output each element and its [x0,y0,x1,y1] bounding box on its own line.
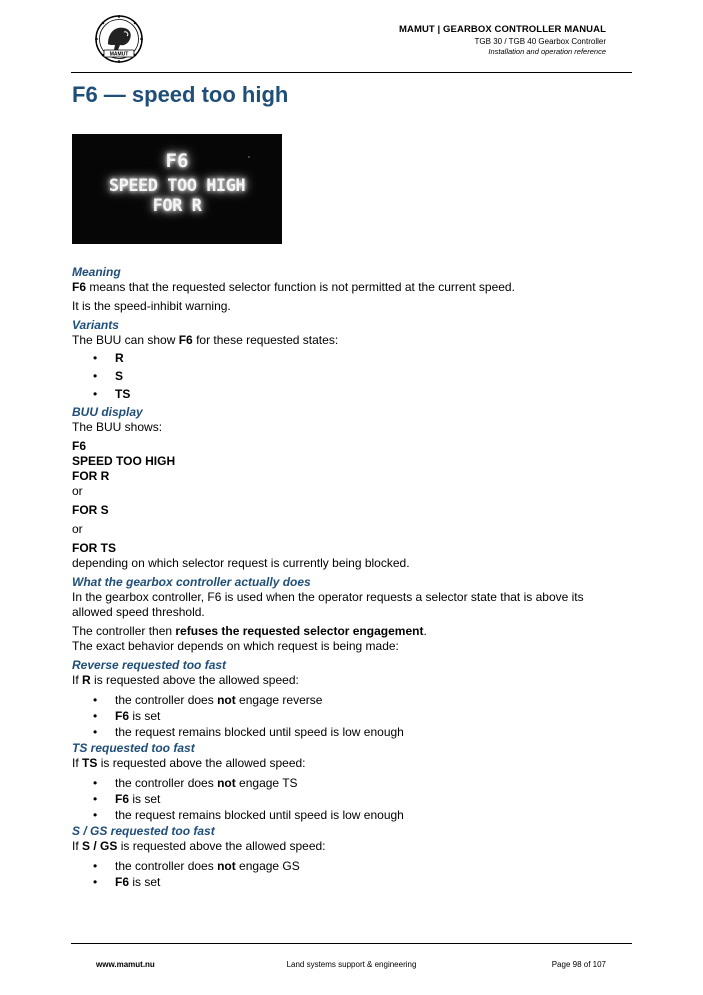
reverse-b2-b: is set [129,709,161,723]
buu-or-2: or [72,522,83,536]
reverse-list [72,693,612,740]
variants-intro-a: The BUU can show [72,333,179,347]
section-heading-reverse: Reverse requested too fast [72,658,227,672]
meaning-text: means that the requested selector function is not permitted at the current speed. [86,280,515,294]
ts-intro-b: TS [82,756,98,770]
list-item [72,693,612,708]
reverse-b1-c: engage reverse [235,693,323,707]
variants-intro-code: F6 [178,333,193,347]
buu-display-photo [72,134,282,244]
buu-line-code-text: F6 [72,439,87,453]
reverse-intro-c: is requested above the allowed speed: [90,673,299,687]
sgs-intro-c: is requested above the allowed speed: [117,839,326,853]
list-item [72,792,612,807]
buu-line-for-ts [72,541,612,556]
header-info [399,24,606,56]
controller-p2-a: The controller then [72,624,176,638]
buu-line-message-text: SPEED TOO HIGH [72,454,176,468]
buu-line-for-ts-text: FOR TS [72,541,116,555]
footer-center-text: Land systems support & engineering [286,960,417,969]
section-heading-controller: What the gearbox controller actually does [72,575,311,589]
manual-subtitle-italic: Installation and operation reference [488,47,606,56]
ts-b1-c: engage TS [235,776,298,790]
manual-subtitle: TGB 30 / TGB 40 Gearbox Controller [474,37,606,46]
variant-r: R [115,351,124,365]
ts-b2-b: is set [129,792,161,806]
footer-divider [71,943,632,944]
buu-line-for-r-text: FOR R [72,469,110,483]
list-item [72,387,612,402]
photo-line-code: F6 [165,150,189,172]
list-item [72,725,612,740]
buu-display-outro: depending on which selector request is currently being blocked. [72,556,410,570]
sgs-list [72,859,612,890]
variant-s: S [115,369,124,383]
list-item [72,369,612,384]
sgs-b2-a: F6 [115,875,130,889]
list-item [72,859,612,874]
variants-intro [72,333,612,348]
buu-line-message [72,454,612,469]
ts-b1-b: not [217,776,236,790]
meaning-paragraph-2: It is the speed-inhibit warning. [72,299,231,313]
logo-text: MAMUT [109,51,129,58]
footer-website[interactable]: www.mamut.nu [96,960,155,969]
ts-list [72,776,612,823]
list-item [72,875,612,890]
reverse-intro-b: R [82,673,91,687]
buu-line-for-r [72,469,612,484]
variants-intro-b: for these requested states: [192,333,339,347]
section-heading-ts: TS requested too fast [72,741,195,755]
reverse-intro [72,673,612,688]
controller-paragraph-1: In the gearbox controller, F6 is used when the operator requests a selector state that is above its allowed speed threshold. [72,590,584,619]
section-heading-sgs: S / GS requested too fast [72,824,215,838]
page-title: F6 — speed too high [72,82,289,107]
reverse-b3: the request remains blocked until speed is low enough [115,725,404,739]
controller-p2-b: refuses the requested selector engagement [175,624,424,638]
meaning-paragraph [72,280,612,295]
photo-line-message: SPEED TOO HIGH [108,176,246,196]
sgs-intro [72,839,612,854]
variant-ts: TS [115,387,131,401]
ts-b2-a: F6 [115,792,130,806]
list-item [72,709,612,724]
ts-intro-a: If [72,756,83,770]
buu-line-for-s [72,503,612,518]
sgs-b1-c: engage GS [235,859,300,873]
ts-intro [72,756,612,771]
list-item [72,351,612,366]
reverse-b1-a: the controller does [115,693,218,707]
section-heading-variants: Variants [72,318,119,332]
buu-display-intro: The BUU shows: [72,420,163,434]
buu-or-1: or [72,484,83,498]
section-heading-meaning: Meaning [72,265,121,279]
sgs-b2-b: is set [129,875,161,889]
sgs-intro-a: If [72,839,83,853]
footer-page-number: Page 98 of 107 [551,960,606,969]
manual-title: MAMUT | GEARBOX CONTROLLER MANUAL [398,24,606,35]
list-item [72,808,612,823]
controller-paragraph-2 [72,624,612,639]
sgs-b1-a: the controller does [115,859,218,873]
ts-b3: the request remains blocked until speed is low enough [115,808,404,822]
buu-line-for-s-text: FOR S [72,503,109,517]
sgs-b1-b: not [217,859,236,873]
sgs-intro-b: S / GS [82,839,118,853]
ts-b1-a: the controller does [115,776,218,790]
variants-list [72,351,612,402]
company-logo [94,14,144,64]
meaning-code: F6 [72,280,87,294]
reverse-intro-a: If [72,673,83,687]
photo-line-request: FOR R [152,196,202,216]
ts-intro-c: is requested above the allowed speed: [97,756,306,770]
section-heading-buu-display: BUU display [72,405,143,419]
buu-line-code [72,439,612,454]
list-item [72,776,612,791]
document-body [72,265,612,891]
controller-p2-c: . [423,624,427,638]
reverse-b1-b: not [217,693,236,707]
reverse-b2-a: F6 [115,709,130,723]
header-divider [71,72,632,73]
controller-paragraph-3: The exact behavior depends on which request is being made: [72,639,399,653]
